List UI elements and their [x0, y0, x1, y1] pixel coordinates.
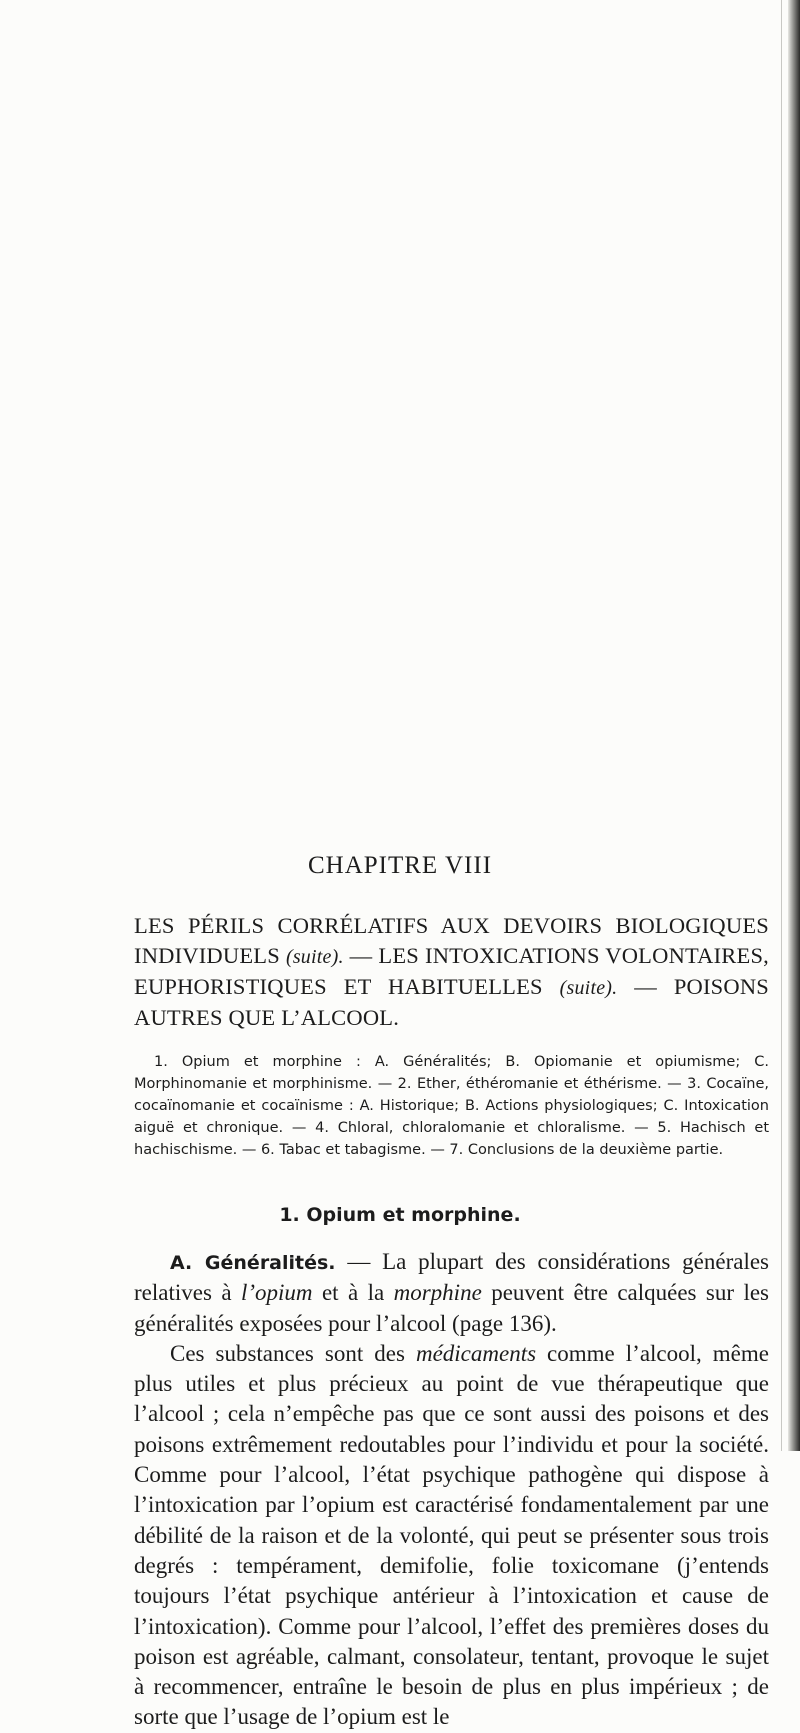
chapter-heading [134, 911, 769, 1033]
paragraph-1-text-1: — La plupart des considérations générales relatives à [134, 1249, 769, 1306]
paragraph-1-text-2: et à la [312, 1280, 394, 1306]
body-text [134, 1247, 769, 1733]
binding-edge [788, 0, 800, 1451]
summary-text: 1. Opium et morphine : A. Généralités; B. Opiomanie et opiumisme; C. Morphinomanie et morphinisme. — 2. Ether, éthéromanie et éthérisme. — 3. Cocaïne, cocaïnomanie et cocaïnisme : A. Historique; B. Actions physiologiques; C. Intoxication aiguë et chronique. — 4. Chloral, chloralomanie et chloralisme. — 5. Hachisch et hachischisme. — 6. Tabac et tabagisme. — 7. Conclusions de la deuxième partie. [134, 1054, 769, 1158]
paragraph-1-text-3: peuvent être calquées sur les généralités exposées pour l’alcool (page 136). [134, 1280, 770, 1336]
paragraph-2-text-2: comme l’alcool, même plus utiles et plus précieux au point de vue thérapeutique que l’alcool ; cela n’empêche pas que ce sont aussi des poisons et des poisons extrêmement redoutables pour l’individu et pour la société. Comme pour l’alcool, l’état psychique pathogène qui dispose à l’intoxication par l’opium est caractérisé fondamentalement par une débilité de la raison et de la volonté, qui peut se présenter sous trois degrés : tempérament, demifolie, folie toxicomane (j’entends toujours l’état psychique antérieur à l’intoxication et cause de l’intoxication). Comme pour l’alcool, l’effet des premières doses du poison est agréable, calmant, consolateur, tentant, provoque le sujet à recommencer, entraîne le besoin de plus en plus impérieux ; de sorte que l’usage de l’opium est le [134, 1340, 769, 1730]
paragraph-2-text-1: Ces substances sont des [170, 1340, 416, 1366]
heading-part-1: LES PÉRILS CORRÉLATIFS AUX DEVOIRS BIOLOGIQUES INDIVIDUELS [134, 913, 769, 968]
heading-part-3: — POISONS AUTRES QUE L’ALCOOL. [134, 974, 769, 1030]
chapter-summary [134, 1051, 769, 1161]
heading-suite-1: (suite). [285, 946, 344, 968]
heading-suite-2: (suite). [559, 977, 618, 999]
page-edge-line [781, 0, 782, 1451]
heading-part-2: — LES INTOXICATIONS VOLONTAIRES, EUPHORISTIQUES ET HABITUELLES [134, 943, 769, 999]
section-title: 1. Opium et morphine. [279, 1204, 521, 1226]
term-opium: l’opium [240, 1280, 313, 1306]
term-medicaments: médicaments [415, 1340, 537, 1366]
subhead-generalites: A. Généralités. [170, 1252, 336, 1274]
paragraph-1 [134, 1247, 769, 1339]
chapter-title: CHAPITRE VIII [307, 852, 493, 879]
term-morphine: morphine [393, 1280, 482, 1306]
paragraph-2 [134, 1339, 769, 1733]
